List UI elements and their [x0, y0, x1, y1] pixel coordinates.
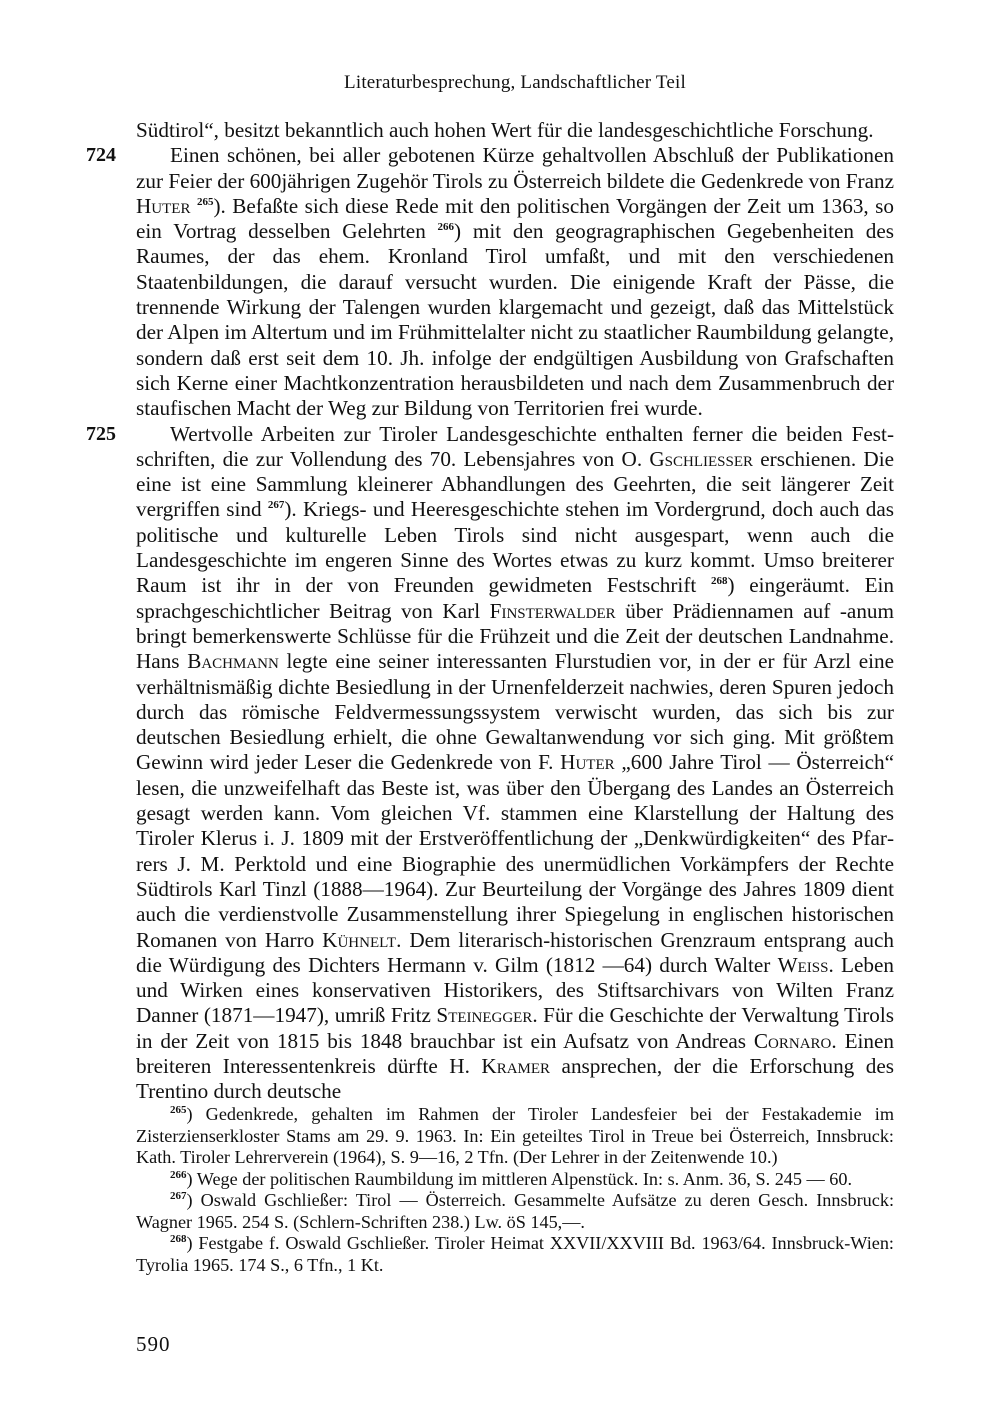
paragraph-number: 725 — [86, 422, 116, 445]
paragraph-text: Einen schönen, bei aller gebotenen Kürze gehaltvollen Abschluß der Publikationen zur Feier der 600jährigen Zugehör Tirols zu Österreich bildete die Gedenkrede von Franz — [136, 143, 894, 193]
footnote-ref: 265 — [196, 195, 214, 208]
paragraph-text: „600 Jahre Tirol — Österreich“ lesen, die unzweifelhaft das Beste ist, was über den Übergang des Landes an Österreich gesagt werden kann. Vom gleichen Vf. stammen eine Klarstellung der Haltung des Tiroler Klerus i. J. 1809 mit der Erstveröffentlichung der „Denkwürdigkeiten“ des Pfarrers J. M. Perktold und eine Biographie des unermüdlichen Vorkämpfers der Rechte Südtirols Karl Tinzl (1888—1964). Zur Beurteilung der Vorgänge des Jahres 1809 dient auch die verdienstvolle Zusammenstellung ihrer Spiegelung in englischen historischen Romanen von Harro — [136, 750, 895, 952]
author-name: Kühnelt — [322, 927, 397, 952]
footnote-text: ) Wege der politischen Raumbildung im mittleren Alpenstück. In: s. Anm. 36, S. 245 — 60. — [186, 1168, 853, 1189]
paragraph-text: . Einen breiteren Interessentenkreis dürfte H. — [136, 1028, 894, 1078]
footnotes — [136, 1104, 894, 1276]
paragraph-text: über Prädiennamen auf -anum bringt bemerkenswerte Schlüsse für die Frühzeit und die Zeit der deutschen Landnahme. Hans — [136, 598, 894, 674]
footnote-ref: 266 — [437, 221, 455, 234]
footnote-268 — [136, 1233, 894, 1276]
author-name: Huter — [560, 750, 615, 775]
author-name: Steinegger — [436, 1003, 533, 1028]
paragraph-text: ) eingeräumt. Ein sprachgeschichtlicher Beitrag von Karl — [136, 573, 895, 623]
footnote-ref: 267 — [267, 499, 285, 512]
footnote-266 — [136, 1169, 894, 1191]
author-name: Huter — [136, 193, 191, 218]
paragraph-text: ) mit den geogragraphischen Gegebenheiten des Raumes, der das ehem. Kronland Tirol umfaßt, und mit den verschiedenen Staatenbildungen, die darauf versucht wurden. Die einigende Kraft der Pässe, die trennende Wirkung der Talengen wurden klargemacht und gezeigt, daß das Mittelstück der Alpen im Altertum und im Frühmittelalter nicht zu staatlicher Raumbildung gelangte, sondern daß erst seit dem 10. Jh. infolge der endgültigen Ausbildung von Grafschaften sich Kerne einer Machtkonzentration herausbildeten und nach dem Zusammenbruch der staufischen Macht der Weg zur Bildung von Territorien frei wurde. — [136, 219, 894, 421]
paragraph-text: ansprechen, der die Erforschung des Trentino durch deutsche — [136, 1053, 894, 1104]
paragraph-text: . Leben und Wirken eines konservativen Historikers, des Stiftsarchivars von Wilten Franz Danner (1871—1947), umriß Fritz — [136, 952, 894, 1028]
running-title: Literaturbesprechung, Landschaftlicher Teil — [344, 72, 686, 93]
footnote-text: ) Festgabe f. Oswald Gschließer. Tiroler Heimat XXVII/XXVIII Bd. 1963/64. Innsbruck-Wien: Tyrolia 1965. 174 S., 6 Tfn., 1 Kt. — [136, 1233, 894, 1275]
author-name: Cornaro — [753, 1028, 832, 1053]
paragraph-text: ). Befaßte sich diese Rede mit den politischen Vorgängen der Zeit um 1363, so ein Vortrag desselben Gelehrten — [136, 193, 894, 244]
paragraph-number: 724 — [86, 144, 116, 167]
footnote-265 — [136, 1104, 894, 1169]
paragraph-724 — [86, 143, 894, 421]
author-name: Bachmann — [187, 649, 279, 674]
page-number: 590 — [136, 1332, 171, 1356]
paragraph-text: . Für die Geschichte der Verwaltung Tirols in der Zeit von 1815 bis 1848 brauchbar ist ein Aufsatz von Andreas — [136, 1003, 895, 1053]
paragraph-text: Wertvolle Arbeiten zur Tiroler Landesgeschichte enthalten ferner die beiden Festschriften, die zur Vollendung des 70. Lebensjahres von O. — [136, 421, 894, 471]
author-name: Weiss — [777, 952, 829, 977]
intro-paragraph: Südtirol“, besitzt bekanntlich auch hohen Wert für die landesgeschichtliche Forschung. — [136, 118, 874, 142]
footnote-267 — [136, 1190, 894, 1233]
footnote-marker: 265 — [170, 1103, 187, 1116]
footnote-marker: 267 — [170, 1189, 187, 1202]
paragraph-text: . Dem literarisch-historischen Grenzraum entsprang auch die Würdigung des Dichters Hermann v. Gilm (1812 —64) durch Walter — [136, 927, 894, 977]
paragraph-text: erschienen. Die eine ist eine Sammlung kleinerer Abhandlungen des Geehrten, die seit längerer Zeit vergriffen sind — [136, 446, 894, 522]
paragraph-725 — [86, 421, 895, 1105]
footnote-text: ) Oswald Gschließer: Tirol — Österreich. Gesammelte Aufsätze zu deren Gesch. Innsbruck: Wagner 1965. 254 S. (Schlern-Schriften 238.) Lw. öS 145,—. — [136, 1190, 894, 1232]
author-name: Gschliesser — [649, 446, 754, 471]
footnote-marker: 266 — [170, 1168, 187, 1181]
paragraph-text: legte eine seiner interessanten Flurstudien vor, in der er für Arzl eine verhältnismäßig dichte Besiedlung in der Urnenfelderzeit nachwies, deren Spuren jedoch durch das römische Feldvermessungssystem verwischt wurden, das sich bis zur deutschen Besiedlung erhielt, die ohne Gewaltanwendung vor sich ging. Mit größtem Gewinn wird jeder Leser die Gedenkrede von F. — [136, 649, 894, 775]
author-name: Kramer — [481, 1053, 551, 1078]
footnote-text: ) Gedenkrede, gehalten im Rahmen der Tiroler Landesfeier bei der Festakademie im Zisterzienserkloster Stams am 29. 9. 1963. In: Ein geteiltes Tirol in Treue bei Österreich, Innsbruck: Kath. Tiroler Lehrerverein (1964), S. 9—16, 2 Tfn. (Der Lehrer in der Zeitenwende 10.) — [136, 1104, 894, 1167]
footnote-marker: 268 — [170, 1232, 187, 1245]
author-name: Finsterwalder — [489, 598, 616, 623]
paragraph-text: ). Kriegs- und Heeresgeschichte stehen im Vordergrund, doch auch das politische und kulturelle Leben Tirols sind nicht ausgespart, wenn auch die Landesgeschichte im engeren Sinne des Wortes etwas zu kurz kommt. Umso breiterer Raum ist ihr in der von Freunden gewidmeten Festschrift — [136, 497, 894, 598]
footnote-ref: 268 — [710, 575, 728, 588]
main-text — [86, 118, 895, 1105]
